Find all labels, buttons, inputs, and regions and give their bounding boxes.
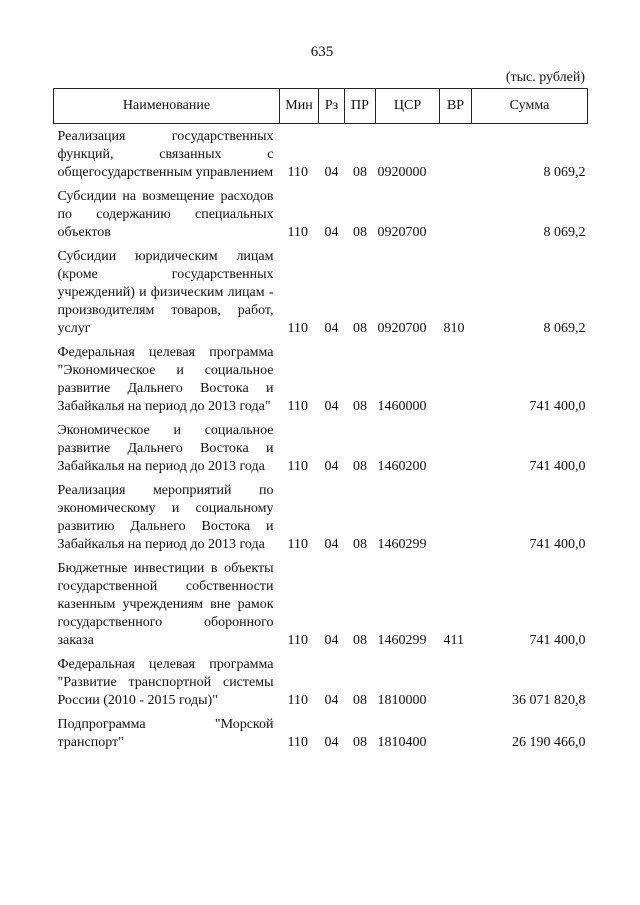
row-csr: 1810400 xyxy=(377,735,427,750)
row-csr: 1460200 xyxy=(377,459,427,474)
row-vr xyxy=(440,476,472,554)
row-name: Реализация мероприятий по экономическому и социальному развитию Дальнего Востока и Забайкалья на период до 2013 года xyxy=(57,483,274,552)
row-pr: 08 xyxy=(353,321,367,336)
table-row xyxy=(54,476,588,554)
row-csr: 0920700 xyxy=(377,225,427,240)
row-pr: 08 xyxy=(353,165,367,180)
row-pr: 08 xyxy=(353,693,367,708)
row-rz: 04 xyxy=(324,735,339,750)
row-rz: 04 xyxy=(324,633,339,648)
table-row xyxy=(54,416,588,476)
row-name: Экономическое и социальное развитие Дальнего Востока и Забайкалья на период до 2013 года xyxy=(57,423,274,474)
header-csr: ЦСР xyxy=(376,89,440,124)
row-csr: 1460000 xyxy=(377,399,427,414)
row-name: Подпрограмма "Морской транспорт" xyxy=(57,717,274,750)
header-min: Мин xyxy=(280,89,319,124)
row-csr: 0920700 xyxy=(377,321,427,336)
table-row xyxy=(54,650,588,710)
row-rz: 04 xyxy=(324,225,339,240)
row-name: Реализация государственных функций, связанных с общегосударственным управлением xyxy=(57,129,274,180)
row-min: 110 xyxy=(287,165,308,180)
row-rz: 04 xyxy=(324,693,339,708)
row-vr: 810 xyxy=(443,321,465,336)
row-sum: 8 069,2 xyxy=(543,321,586,336)
row-vr xyxy=(440,182,472,242)
row-sum: 8 069,2 xyxy=(543,225,586,240)
row-name: Субсидии на возмещение расходов по содержанию специальных объектов xyxy=(57,189,274,240)
row-min: 110 xyxy=(287,537,308,552)
table-row xyxy=(54,338,588,416)
table-row xyxy=(54,242,588,338)
row-min: 110 xyxy=(287,459,308,474)
row-vr xyxy=(440,124,472,183)
row-name: Федеральная целевая программа "Развитие транспортной системы России (2010 - 2015 годы)" xyxy=(57,657,274,708)
row-min: 110 xyxy=(287,225,308,240)
header-vr: ВР xyxy=(440,89,472,124)
row-csr: 0920000 xyxy=(377,165,427,180)
row-csr: 1810000 xyxy=(377,693,427,708)
row-min: 110 xyxy=(287,633,308,648)
row-sum: 8 069,2 xyxy=(543,165,586,180)
row-name: Федеральная целевая программа "Экономическое и социальное развитие Дальнего Востока и Забайкалья на период до 2013 года" xyxy=(57,345,274,414)
row-name: Бюджетные инвестиции в объекты государственной собственности казенным учреждениям вне рамок государственного оборонного заказа xyxy=(57,561,274,648)
row-pr: 08 xyxy=(353,633,367,648)
row-vr: 411 xyxy=(443,633,464,648)
row-vr xyxy=(440,650,472,710)
row-min: 110 xyxy=(287,693,308,708)
row-rz: 04 xyxy=(324,459,339,474)
table-row xyxy=(54,182,588,242)
row-rz: 04 xyxy=(324,399,339,414)
header-pr: ПР xyxy=(345,89,376,124)
row-sum: 741 400,0 xyxy=(529,537,586,552)
row-sum: 741 400,0 xyxy=(529,633,586,648)
row-rz: 04 xyxy=(324,537,339,552)
page-number: 635 xyxy=(310,44,334,60)
header-name: Наименование xyxy=(54,89,280,124)
row-vr xyxy=(440,338,472,416)
row-pr: 08 xyxy=(353,735,367,750)
row-min: 110 xyxy=(287,399,308,414)
row-vr xyxy=(440,416,472,476)
row-name: Субсидии юридическим лицам (кроме государственных учреждений) и физическим лицам - производителям товаров, работ, услуг xyxy=(57,249,274,336)
row-rz: 04 xyxy=(324,165,339,180)
header-sum: Сумма xyxy=(472,89,588,124)
row-vr xyxy=(440,710,472,752)
row-pr: 08 xyxy=(353,399,367,414)
row-sum: 741 400,0 xyxy=(529,399,586,414)
row-min: 110 xyxy=(287,735,308,750)
table-header-row xyxy=(54,89,588,124)
units-label: (тыс. рублей) xyxy=(505,70,585,85)
row-pr: 08 xyxy=(353,459,367,474)
budget-table xyxy=(53,88,588,752)
row-sum: 26 190 466,0 xyxy=(512,735,586,750)
header-rz: Рз xyxy=(319,89,345,124)
row-sum: 36 071 820,8 xyxy=(512,693,586,708)
row-rz: 04 xyxy=(324,321,339,336)
row-pr: 08 xyxy=(353,225,367,240)
table-row xyxy=(54,124,588,183)
row-min: 110 xyxy=(287,321,308,336)
row-csr: 1460299 xyxy=(377,633,427,648)
table-row xyxy=(54,710,588,752)
row-pr: 08 xyxy=(353,537,367,552)
row-sum: 741 400,0 xyxy=(529,459,586,474)
row-csr: 1460299 xyxy=(377,537,427,552)
table-row xyxy=(54,554,588,650)
